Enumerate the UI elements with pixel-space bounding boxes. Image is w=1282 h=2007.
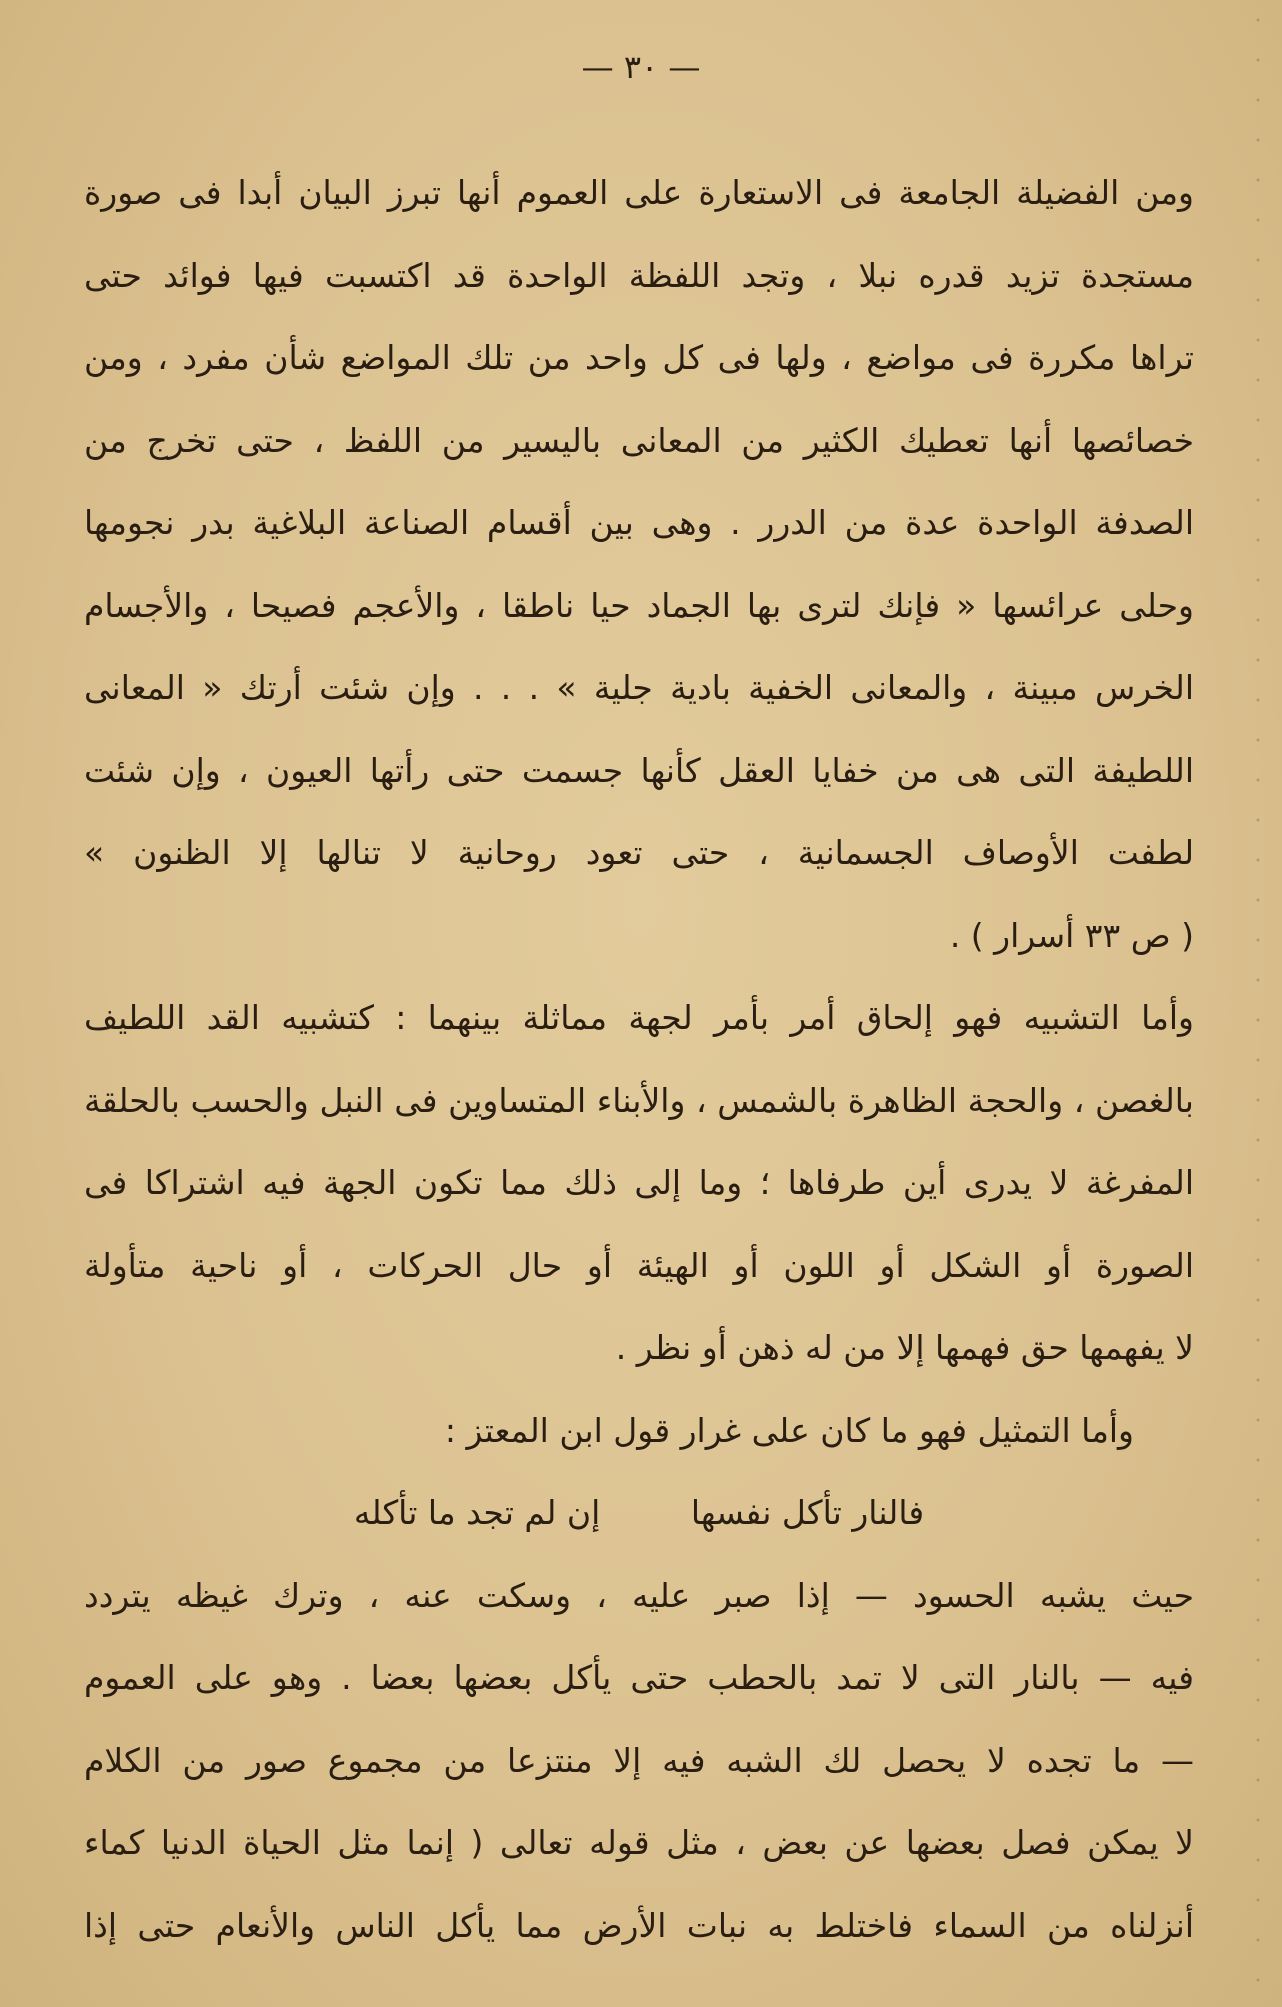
text-line: اللطيفة التى هى من خفايا العقل كأنها جسمت حتى رأتها العيون ، وإن شئت	[84, 750, 1194, 790]
text-line: — ما تجده لا يحصل لك الشبه فيه إلا منتزعا من مجموع صور من الكلام	[84, 1740, 1194, 1780]
text-line: وأما التمثيل فهو ما كان على غرار قول ابن المعتز :	[444, 1410, 1134, 1450]
text-line: أنزلناه من السماء فاختلط به نبات الأرض مما يأكل الناس والأنعام حتى إذا	[84, 1905, 1194, 1945]
text-line: وحلى عرائسها « فإنك لترى بها الجماد حيا ناطقا ، والأعجم فصيحا ، والأجسام	[84, 585, 1194, 625]
text-line: لا يفهمها حق فهمها إلا من له ذهن أو نظر .	[615, 1328, 1194, 1367]
page-edge-texture	[1252, 0, 1264, 2007]
text-line: وأما التشبيه فهو إلحاق أمر بأمر لجهة مماثلة بينهما : كتشبيه القد اللطيف	[84, 998, 1194, 1037]
text-line: بالغصن ، والحجة الظاهرة بالشمس ، والأبناء المتساوين فى النبل والحسب بالحلقة	[84, 1080, 1194, 1120]
text-line: ومن الفضيلة الجامعة فى الاستعارة على العموم أنها تبرز البيان أبدا فى صورة	[84, 173, 1194, 212]
text-line: تراها مكررة فى مواضع ، ولها فى كل واحد من تلك المواضع شأن مفرد ، ومن	[84, 338, 1194, 377]
verse-line	[84, 1472, 1194, 1555]
text-line: الخرس مبينة ، والمعانى الخفية بادية جلية » . . . وإن شئت أرتك « المعانى	[84, 668, 1194, 707]
text-line: لطفت الأوصاف الجسمانية ، حتى تعود روحانية لا تنالها إلا الظنون »	[84, 833, 1194, 872]
text-line: مستجدة تزيد قدره نبلا ، وتجد اللفظة الواحدة قد اكتسبت فيها فوائد حتى	[84, 255, 1194, 295]
page-number: — ٣٠ —	[581, 48, 701, 86]
verse-hemistich-1: فالنار تأكل نفسها	[690, 1493, 925, 1532]
body-text	[84, 152, 1194, 1967]
text-line: الصورة أو الشكل أو اللون أو الهيئة أو حال الحركات ، أو ناحية متأولة	[84, 1245, 1194, 1285]
text-line: خصائصها أنها تعطيك الكثير من المعانى باليسير من اللفظ ، حتى تخرج من	[84, 420, 1194, 460]
text-line: المفرغة لا يدرى أين طرفاها ؛ وما إلى ذلك مما تكون الجهة فيه اشتراكا فى	[84, 1163, 1194, 1202]
text-line: حيث يشبه الحسود — إذا صبر عليه ، وسكت عنه ، وترك غيظه يتردد	[84, 1575, 1194, 1615]
verse-hemistich-2: إن لم تجد ما تأكله	[353, 1493, 601, 1532]
text-line: ( ص ٣٣ أسرار ) .	[949, 915, 1194, 955]
text-line: لا يمكن فصل بعضها عن بعض ، مثل قوله تعالى ( إنما مثل الحياة الدنيا كماء	[84, 1823, 1194, 1862]
text-line: الصدفة الواحدة عدة من الدرر . وهى بين أقسام الصناعة البلاغية بدر نجومها	[84, 503, 1194, 542]
text-line: فيه — بالنار التى لا تمد بالحطب حتى يأكل بعضها بعضا . وهو على العموم	[84, 1658, 1194, 1697]
